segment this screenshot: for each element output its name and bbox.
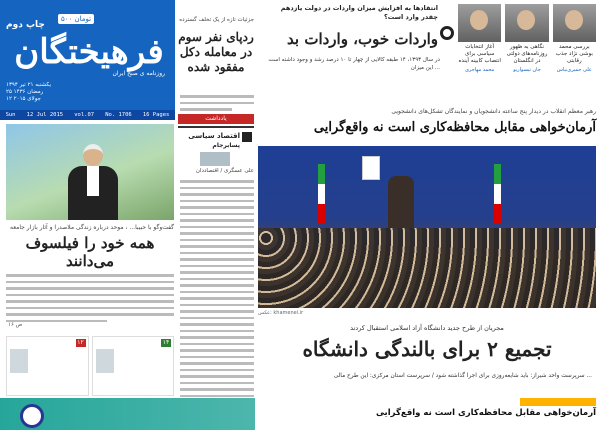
date-line: یکشنبه ۲۱ تیر ۱۳۹۴: [6, 82, 51, 88]
price-badge: ۵۰۰ تومان: [58, 14, 94, 24]
portrait-photo: [505, 4, 548, 42]
top-story: [258, 0, 456, 82]
issue-info-bar: [0, 110, 175, 120]
teaser-page-number: ۱۴: [162, 339, 170, 346]
top-story-text: در سال ۱۳۹۳، ۱۴ طبقه کالایی از چهار تا ۱۰ درصد رشد و وجود داشته است این میزان ...: [268, 57, 440, 71]
date-line: ۲۵ رمضان ۱۴۳۶: [6, 89, 44, 95]
portrait-author: علی حمیری‌نیاس: [556, 67, 592, 73]
portrait-item[interactable]: [553, 4, 596, 86]
portrait-photo: [458, 4, 501, 42]
portrait-label: نگاهی به ظهور روزنامه‌های دولتی در انگلستان: [506, 44, 548, 64]
chart-ring-icon: [440, 26, 454, 40]
portrait-photo: [553, 4, 596, 42]
sub-story-text: سرپرست واحد شیراز: باید شایعه‌روزی برای اجرا گذاشته شود / سرپرست استان مرکزی: این طرح مالی ...: [333, 373, 592, 379]
portrait-label: بررسی محمد بوشی نژاد جذب رقابتی: [555, 44, 593, 64]
issue-day: Sun: [5, 112, 16, 118]
author-photo: [200, 152, 230, 166]
issue-pages: 16 Pages: [142, 112, 170, 118]
bottom-headline[interactable]: آرمان‌خواهی مقابل محافظه‌کاری است نه واقع‌گرایی: [375, 408, 596, 418]
hero-page-ref: ص ۱۶: [8, 322, 23, 328]
flag-right: [494, 164, 501, 224]
portrait-author: محمد مهاجری: [465, 67, 495, 73]
stage-portrait: [362, 156, 380, 180]
note-banner: یادداشت: [178, 114, 254, 124]
top-story-superhead: انتقادها به افزایش میزان واردات در دولت یازدهم چقدر وارد است؟: [280, 4, 438, 21]
edition-label: چاپ دوم: [6, 20, 45, 30]
top-story-headline[interactable]: واردات خوب، واردات بد: [287, 30, 438, 48]
issue-dates: [6, 82, 86, 103]
bottom-section-tag: [520, 398, 596, 406]
teaser-box[interactable]: [6, 336, 89, 396]
author-name: علی عسگری / اقتصاددان: [195, 168, 254, 174]
sub-headline[interactable]: تجمیع ۲ برای بالندگی دانشگاه: [302, 337, 552, 361]
portrait-label: آغاز انتخابات سیاسی برای انتصاب کابینه آینده: [458, 44, 501, 64]
column-body-text: [180, 180, 254, 414]
speaker-figure: [388, 176, 414, 228]
middle-headline[interactable]: ردپای نفر سوم در معامله دکل مفقود شده: [178, 30, 254, 74]
newspaper-logo: فرهیختگان: [14, 32, 164, 72]
flag-left: [318, 164, 325, 224]
teaser-thumbnail: [10, 349, 28, 373]
logo-tagline: روزنامه ی صبح ایران: [112, 70, 165, 77]
column-section: [178, 126, 254, 148]
main-photo[interactable]: [258, 146, 596, 308]
portraits-row: [458, 4, 596, 86]
masthead: [0, 0, 175, 118]
portrait-item[interactable]: [458, 4, 501, 86]
teaser-box[interactable]: [92, 336, 175, 396]
hero-photo[interactable]: [6, 124, 174, 220]
teaser-page-number: ۱۲: [77, 339, 84, 346]
photo-credit: عکس: khamenei.ir: [258, 310, 304, 316]
issue-date: 12 Jul 2015: [26, 112, 64, 118]
advertisement[interactable]: [0, 398, 255, 430]
hero-person-figure: [68, 144, 116, 220]
teaser-thumbnail: [96, 349, 114, 373]
hero-body-text: [6, 274, 174, 328]
bottom-strip: [0, 398, 600, 430]
section-subtitle: پسابرجام: [212, 142, 240, 149]
hero-headline[interactable]: همه خود را فیلسوف می‌دانند: [25, 234, 155, 270]
hero-caption: گفت‌وگو با حبیبا... ، موحد درباره زندگی ملاصدرا و آثار بازار جامعه: [10, 224, 174, 231]
main-headline[interactable]: آرمان‌خواهی مقابل محافظه‌کاری است نه واقع‌گرایی: [313, 120, 596, 135]
section-marker-icon: [242, 132, 252, 142]
issue-number: No. 1706: [105, 112, 132, 118]
portrait-author: جان تیسواریو: [513, 67, 541, 73]
university-logo-icon: [20, 404, 44, 428]
main-kicker: رهبر معظم انقلاب در دیدار پنج ساعته دانشجویان و نمایندگان تشکل‌های دانشجویی: [391, 108, 596, 115]
issue-volume: vol.07: [74, 112, 95, 118]
left-teasers: [6, 336, 174, 396]
section-title[interactable]: اقتصاد سیاسی: [188, 132, 240, 140]
portrait-item[interactable]: [505, 4, 548, 86]
crowd: [258, 228, 596, 308]
sub-kicker: مجریان از طرح جدید دانشگاه آزاد اسلامی استقبال کردند: [350, 324, 504, 332]
middle-body-text: [180, 95, 254, 115]
middle-kicker: جزئیات تازه از یک تخلف گسترده: [179, 17, 254, 23]
date-line: ۱۲ جولای ۲۰۱۵: [6, 96, 41, 102]
